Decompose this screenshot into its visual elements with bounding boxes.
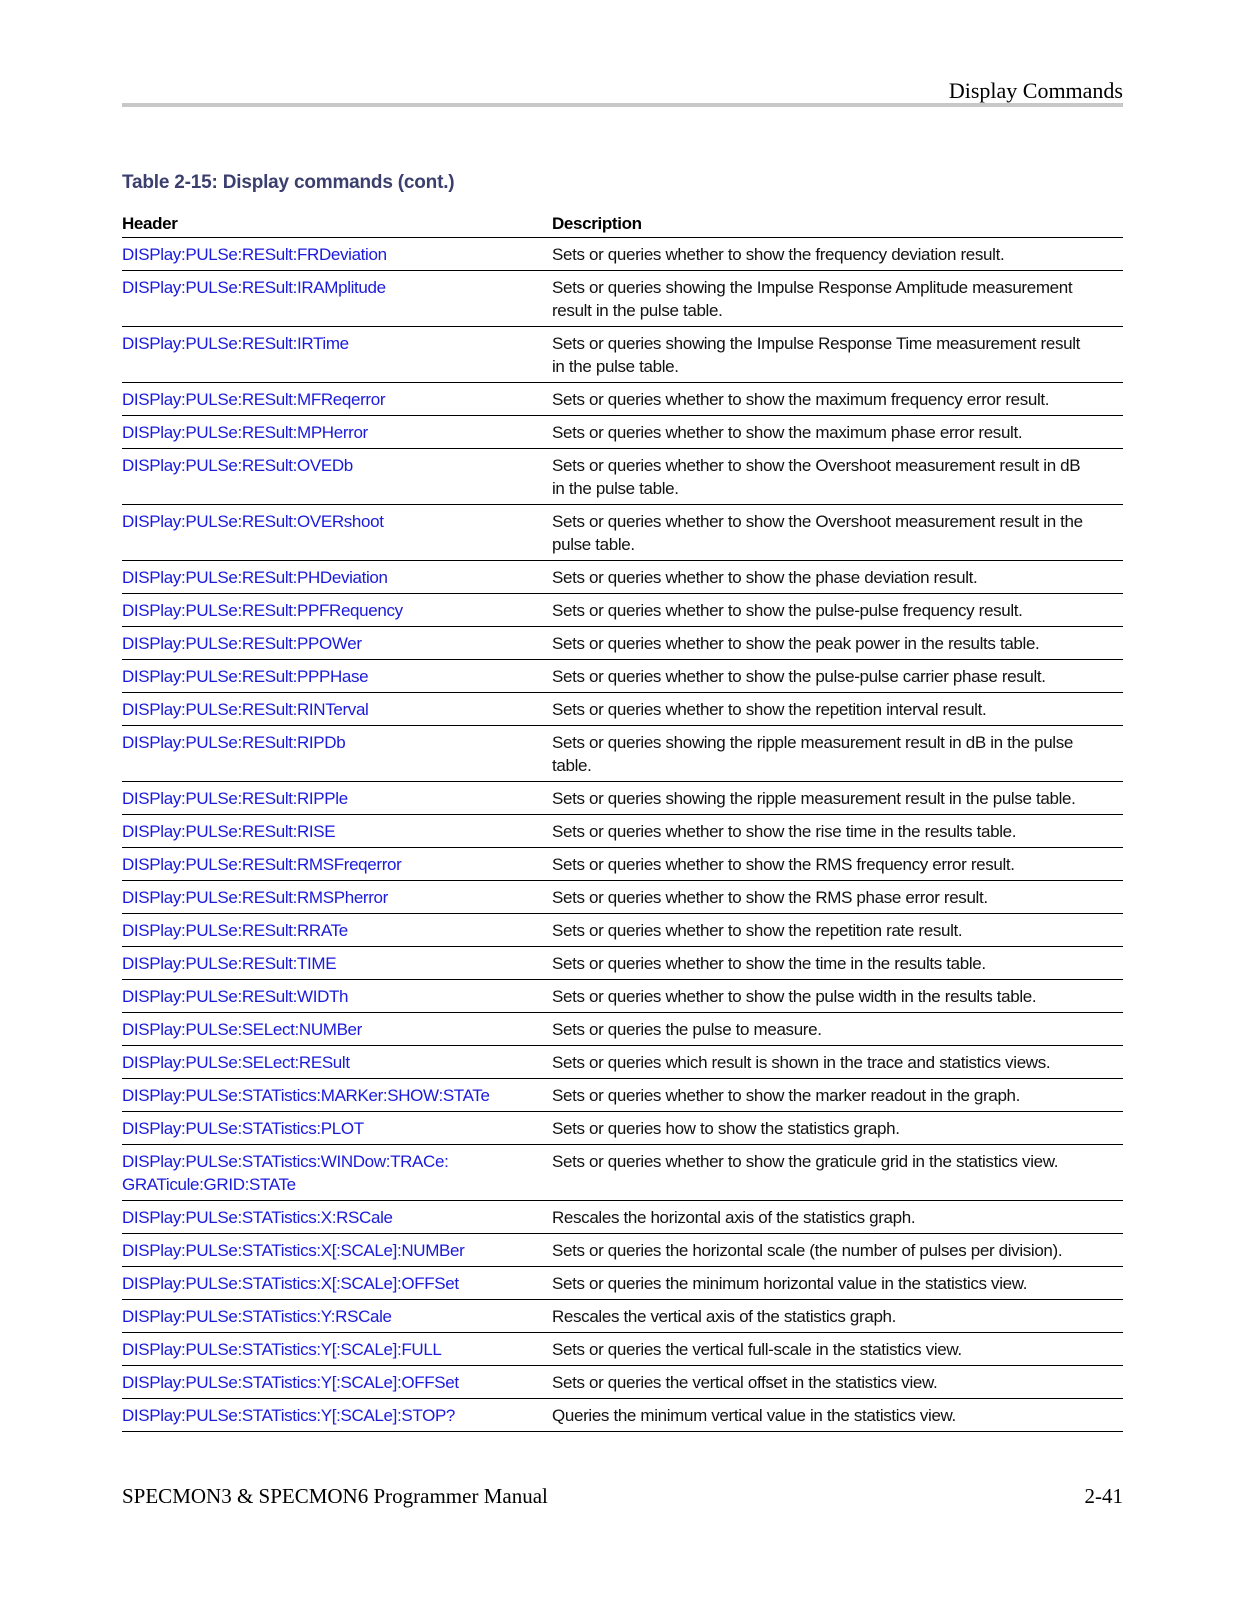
command-link[interactable]: DISPlay:PULSe:STATistics:X[:SCALe]:OFFSet xyxy=(122,1274,459,1293)
command-link[interactable]: DISPlay:PULSe:RESult:OVERshoot xyxy=(122,512,384,531)
command-link[interactable]: DISPlay:PULSe:SELect:RESult xyxy=(122,1053,350,1072)
command-header-cell xyxy=(122,947,552,980)
command-description-cell xyxy=(552,1399,1123,1432)
command-header-cell xyxy=(122,449,552,505)
table-row xyxy=(122,505,1123,561)
command-link[interactable]: DISPlay:PULSe:STATistics:X[:SCALe]:NUMBer xyxy=(122,1241,465,1260)
command-header-cell xyxy=(122,1267,552,1300)
command-header-cell xyxy=(122,416,552,449)
command-description: Sets or queries whether to show the maximum phase error result. xyxy=(552,423,1023,442)
command-description: Sets or queries whether to show the marker readout in the graph. xyxy=(552,1086,1021,1105)
command-description-cell xyxy=(552,693,1123,726)
command-link[interactable]: DISPlay:PULSe:RESult:RMSPherror xyxy=(122,888,388,907)
table-row xyxy=(122,782,1123,815)
command-header-cell xyxy=(122,782,552,815)
command-description: Sets or queries whether to show the pulse-pulse frequency result. xyxy=(552,601,1023,620)
column-header-description: Description xyxy=(552,212,1123,238)
command-description: Sets or queries showing the ripple measurement result in the pulse table. xyxy=(552,789,1076,808)
command-description: Sets or queries the vertical offset in the statistics view. xyxy=(552,1373,938,1392)
command-header-cell xyxy=(122,881,552,914)
command-description-cell xyxy=(552,1046,1123,1079)
commands-table xyxy=(122,212,1123,1432)
command-header-cell xyxy=(122,848,552,881)
command-header-cell xyxy=(122,980,552,1013)
command-link[interactable]: DISPlay:PULSe:RESult:RRATe xyxy=(122,921,348,940)
command-header-cell xyxy=(122,726,552,782)
command-link[interactable]: DISPlay:PULSe:RESult:RIPPle xyxy=(122,789,348,808)
table-row xyxy=(122,627,1123,660)
command-description-cell xyxy=(552,881,1123,914)
command-description-cell xyxy=(552,383,1123,416)
command-description-cell xyxy=(552,416,1123,449)
command-description-cell xyxy=(552,1300,1123,1333)
command-description-cell xyxy=(552,1201,1123,1234)
table-row xyxy=(122,327,1123,383)
command-header-cell xyxy=(122,383,552,416)
column-header-header: Header xyxy=(122,212,552,238)
command-link[interactable]: DISPlay:PULSe:RESult:TIME xyxy=(122,954,337,973)
command-description-cell xyxy=(552,449,1123,505)
table-row xyxy=(122,1300,1123,1333)
command-description: Sets or queries showing the ripple measurement result in dB in the pulse table. xyxy=(552,733,1073,775)
command-description: Queries the minimum vertical value in the statistics view. xyxy=(552,1406,956,1425)
running-head: Display Commands xyxy=(948,78,1123,103)
command-header-cell xyxy=(122,1112,552,1145)
command-description: Sets or queries whether to show the maximum frequency error result. xyxy=(552,390,1050,409)
command-description: Sets or queries whether to show the RMS phase error result. xyxy=(552,888,988,907)
command-description: Sets or queries the minimum horizontal value in the statistics view. xyxy=(552,1274,1028,1293)
table-row xyxy=(122,238,1123,271)
command-link[interactable]: DISPlay:PULSe:RESult:PPFRequency xyxy=(122,601,403,620)
command-header-cell xyxy=(122,815,552,848)
table-row xyxy=(122,848,1123,881)
command-header-cell xyxy=(122,505,552,561)
command-description: Sets or queries whether to show the Overshoot measurement result in the pulse table. xyxy=(552,512,1083,554)
table-row xyxy=(122,914,1123,947)
command-description-cell xyxy=(552,782,1123,815)
command-link[interactable]: DISPlay:PULSe:STATistics:Y:RSCale xyxy=(122,1307,392,1326)
command-description-cell xyxy=(552,594,1123,627)
command-link[interactable]: DISPlay:PULSe:RESult:PHDeviation xyxy=(122,568,388,587)
table-row xyxy=(122,449,1123,505)
command-description-cell xyxy=(552,1112,1123,1145)
table-row xyxy=(122,1046,1123,1079)
command-header-cell xyxy=(122,1145,552,1201)
command-link[interactable]: DISPlay:PULSe:RESult:PPPHase xyxy=(122,667,369,686)
command-header-cell xyxy=(122,1079,552,1112)
command-link[interactable]: DISPlay:PULSe:STATistics:X:RSCale xyxy=(122,1208,393,1227)
command-header-cell xyxy=(122,594,552,627)
command-link[interactable]: DISPlay:PULSe:STATistics:PLOT xyxy=(122,1119,364,1138)
command-description: Sets or queries whether to show the phase deviation result. xyxy=(552,568,978,587)
command-header-cell xyxy=(122,660,552,693)
command-description: Sets or queries which result is shown in the trace and statistics views. xyxy=(552,1053,1051,1072)
table-row xyxy=(122,416,1123,449)
footer-manual-title: SPECMON3 & SPECMON6 Programmer Manual xyxy=(122,1484,548,1508)
command-description: Sets or queries whether to show the repetition interval result. xyxy=(552,700,987,719)
table-row xyxy=(122,947,1123,980)
table-row xyxy=(122,1145,1123,1201)
command-description-cell xyxy=(552,726,1123,782)
command-header-cell xyxy=(122,1300,552,1333)
command-link[interactable]: DISPlay:PULSe:RESult:MFReqerror xyxy=(122,390,386,409)
command-description: Sets or queries showing the Impulse Response Amplitude measurement result in the pulse table. xyxy=(552,278,1073,320)
table-row xyxy=(122,1079,1123,1112)
command-description: Sets or queries whether to show the repetition rate result. xyxy=(552,921,963,940)
command-description: Sets or queries showing the Impulse Response Time measurement result in the pulse table. xyxy=(552,334,1081,376)
command-link[interactable]: DISPlay:PULSe:RESult:RINTerval xyxy=(122,700,369,719)
command-description: Sets or queries the horizontal scale (the number of pulses per division). xyxy=(552,1241,1063,1260)
table-row xyxy=(122,1201,1123,1234)
command-link[interactable]: DISPlay:PULSe:RESult:WIDTh xyxy=(122,987,349,1006)
command-description: Rescales the vertical axis of the statistics graph. xyxy=(552,1307,897,1326)
table-row xyxy=(122,1267,1123,1300)
command-link[interactable]: DISPlay:PULSe:RESult:RISE xyxy=(122,822,336,841)
command-description: Sets or queries whether to show the graticule grid in the statistics view. xyxy=(552,1152,1059,1171)
command-description-cell xyxy=(552,561,1123,594)
command-link[interactable]: DISPlay:PULSe:RESult:PPOWer xyxy=(122,634,362,653)
command-link[interactable]: DISPlay:PULSe:STATistics:Y[:SCALe]:STOP? xyxy=(122,1406,456,1425)
table-row xyxy=(122,594,1123,627)
command-link[interactable]: DISPlay:PULSe:RESult:RIPDb xyxy=(122,733,346,752)
command-description-cell xyxy=(552,815,1123,848)
command-header-cell xyxy=(122,693,552,726)
command-header-cell xyxy=(122,1201,552,1234)
command-description: Rescales the horizontal axis of the statistics graph. xyxy=(552,1208,916,1227)
command-description-cell xyxy=(552,1366,1123,1399)
command-description-cell xyxy=(552,271,1123,327)
command-description: Sets or queries whether to show the pulse width in the results table. xyxy=(552,987,1037,1006)
table-header-row xyxy=(122,212,1123,238)
command-description-cell xyxy=(552,238,1123,271)
table-row xyxy=(122,660,1123,693)
command-description-cell xyxy=(552,660,1123,693)
command-header-cell xyxy=(122,1333,552,1366)
table-row xyxy=(122,980,1123,1013)
command-header-cell xyxy=(122,914,552,947)
table-row xyxy=(122,1366,1123,1399)
command-description-cell xyxy=(552,947,1123,980)
command-header-cell xyxy=(122,561,552,594)
command-link[interactable]: DISPlay:PULSe:SELect:NUMBer xyxy=(122,1020,362,1039)
command-description-cell xyxy=(552,848,1123,881)
command-description: Sets or queries whether to show the pulse-pulse carrier phase result. xyxy=(552,667,1046,686)
table-row xyxy=(122,1013,1123,1046)
table-row xyxy=(122,383,1123,416)
command-link[interactable]: DISPlay:PULSe:RESult:OVEDb xyxy=(122,456,353,475)
command-description: Sets or queries the vertical full-scale in the statistics view. xyxy=(552,1340,962,1359)
command-link[interactable]: DISPlay:PULSe:RESult:RMSFreqerror xyxy=(122,855,402,874)
command-description: Sets or queries whether to show the Overshoot measurement result in dB in the pulse table. xyxy=(552,456,1081,498)
command-description-cell xyxy=(552,1013,1123,1046)
command-description: Sets or queries whether to show the frequency deviation result. xyxy=(552,245,1005,264)
command-description: Sets or queries whether to show the peak power in the results table. xyxy=(552,634,1040,653)
table-row xyxy=(122,1399,1123,1432)
command-link[interactable]: DISPlay:PULSe:RESult:MPHerror xyxy=(122,423,368,442)
command-description: Sets or queries whether to show the rise time in the results table. xyxy=(552,822,1017,841)
command-description-cell xyxy=(552,1267,1123,1300)
command-description: Sets or queries the pulse to measure. xyxy=(552,1020,822,1039)
command-header-cell xyxy=(122,1399,552,1432)
table-row xyxy=(122,271,1123,327)
command-link[interactable]: DISPlay:PULSe:STATistics:Y[:SCALe]:FULL xyxy=(122,1340,442,1359)
command-description-cell xyxy=(552,1234,1123,1267)
command-description: Sets or queries whether to show the RMS frequency error result. xyxy=(552,855,1015,874)
command-header-cell xyxy=(122,1234,552,1267)
command-header-cell xyxy=(122,327,552,383)
command-description: Sets or queries whether to show the time in the results table. xyxy=(552,954,986,973)
table-row xyxy=(122,1333,1123,1366)
table-body xyxy=(122,238,1123,1432)
command-header-cell xyxy=(122,238,552,271)
header-rule xyxy=(122,103,1123,107)
footer-page-number: 2-41 xyxy=(1084,1484,1123,1508)
command-description-cell xyxy=(552,627,1123,660)
command-description-cell xyxy=(552,1079,1123,1112)
command-link[interactable]: DISPlay:PULSe:RESult:FRDeviation xyxy=(122,245,387,264)
table-row xyxy=(122,1234,1123,1267)
table-row xyxy=(122,881,1123,914)
table-row xyxy=(122,1112,1123,1145)
table-row xyxy=(122,693,1123,726)
command-description-cell xyxy=(552,327,1123,383)
command-description: Sets or queries how to show the statistics graph. xyxy=(552,1119,900,1138)
table-row xyxy=(122,726,1123,782)
command-description-cell xyxy=(552,914,1123,947)
command-link[interactable]: DISPlay:PULSe:STATistics:WINDow:TRACe: GRATicule:GRID:STATe xyxy=(122,1152,449,1194)
command-description-cell xyxy=(552,1145,1123,1201)
command-description-cell xyxy=(552,505,1123,561)
command-link[interactable]: DISPlay:PULSe:STATistics:MARKer:SHOW:STATe xyxy=(122,1086,490,1105)
command-link[interactable]: DISPlay:PULSe:RESult:IRAMplitude xyxy=(122,278,386,297)
command-header-cell xyxy=(122,627,552,660)
command-header-cell xyxy=(122,271,552,327)
table-row xyxy=(122,561,1123,594)
table-row xyxy=(122,815,1123,848)
command-header-cell xyxy=(122,1013,552,1046)
command-header-cell xyxy=(122,1366,552,1399)
command-header-cell xyxy=(122,1046,552,1079)
command-description-cell xyxy=(552,1333,1123,1366)
table-caption: Table 2-15: Display commands (cont.) xyxy=(122,172,455,193)
command-link[interactable]: DISPlay:PULSe:STATistics:Y[:SCALe]:OFFSet xyxy=(122,1373,459,1392)
command-description-cell xyxy=(552,980,1123,1013)
command-link[interactable]: DISPlay:PULSe:RESult:IRTime xyxy=(122,334,349,353)
